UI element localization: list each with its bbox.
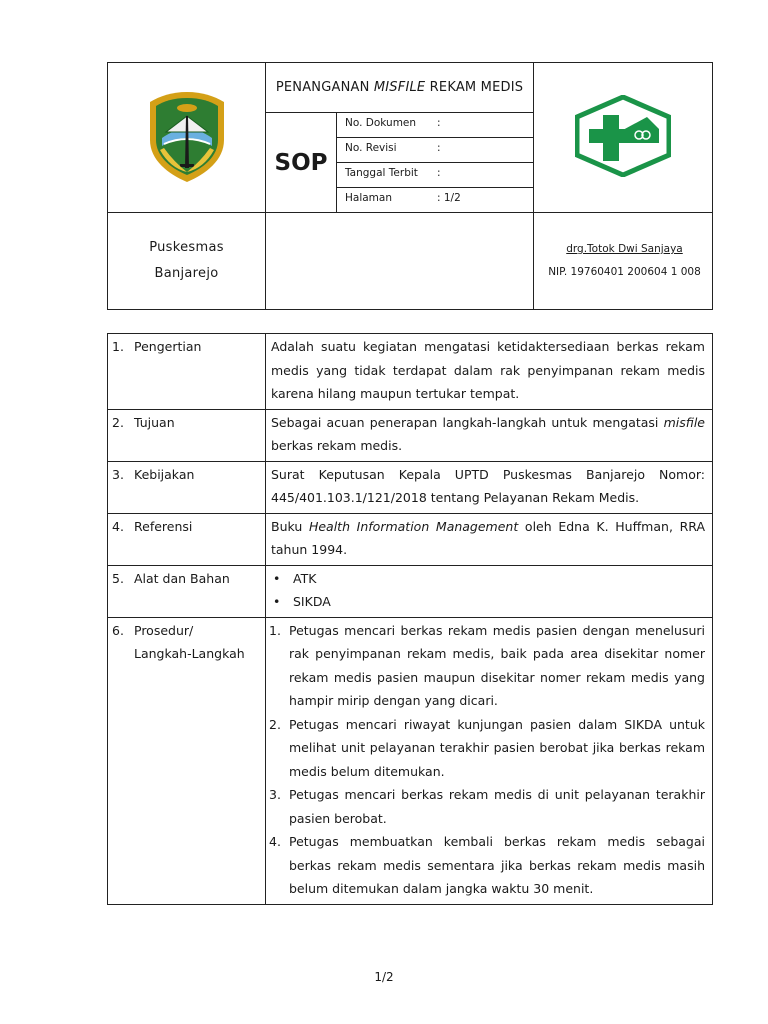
list-item: 3. Petugas mencari berkas rekam medis di unit pelayanan terakhir pasien berobat. [269, 787, 705, 826]
page-number: 1/2 [374, 970, 394, 984]
blank-cell [266, 213, 534, 310]
list-item: • ATK [271, 567, 705, 591]
row-tujuan [108, 409, 713, 461]
organization-name: Puskesmas Banjarejo [108, 213, 266, 310]
signatory-block [534, 213, 713, 310]
row-prosedur [108, 617, 713, 904]
label-kebijakan: 3. Kebijakan [108, 461, 266, 513]
sop-content-table [107, 333, 713, 905]
meta-no-revisi: No. Revisi : [337, 138, 534, 163]
health-logo-cell [534, 63, 713, 213]
meta-halaman: Halaman : 1/2 [337, 188, 534, 213]
text-kebijakan: Surat Keputusan Kepala UPTD Puskesmas Banjarejo Nomor: 445/401.103.1/121/2018 tentang Pelayanan Rekam Medis. [266, 461, 713, 513]
list-item: 4. Petugas membuatkan kembali berkas rekam medis sebagai berkas rekam medis sementara jika berkas rekam medis masih belum ditemukan dalam jangka waktu 30 menit. [269, 834, 705, 896]
label-referensi: 4. Referensi [108, 513, 266, 565]
puskesmas-logo-icon [575, 95, 671, 177]
list-item: 2. Petugas mencari riwayat kunjungan pasien dalam SIKDA untuk melihat unit pelayanan terakhir pasien berobat jika berkas rekam medis belum ditemukan. [269, 716, 705, 779]
list-item: • SIKDA [271, 590, 705, 614]
row-kebijakan [108, 461, 713, 513]
label-pengertian: 1. Pengertian [108, 334, 266, 410]
sop-label: SOP [266, 113, 337, 213]
list-alat-bahan [266, 565, 713, 617]
text-pengertian: Adalah suatu kegiatan mengatasi ketidaktersediaan berkas rekam medis yang tidak terdapat dalam rak penyimpanan rekam medis karena hilang maupun tertukar tempat. [266, 334, 713, 410]
row-alat-bahan [108, 565, 713, 617]
label-tujuan: 2. Tujuan [108, 409, 266, 461]
list-prosedur [266, 617, 713, 904]
label-prosedur: 6. Prosedur/ Langkah-Langkah [108, 617, 266, 904]
sop-header-table [107, 62, 713, 310]
list-item: 1. Petugas mencari berkas rekam medis pasien dengan menelusuri rak penyimpanan rekam medis, baik pada area disekitar nomer rekam medis pasien maupun disekitar nomer rekam medis yang hampir mirip dengan yang dicari. [269, 622, 705, 708]
label-alat-bahan: 5. Alat dan Bahan [108, 565, 266, 617]
regency-shield-icon [144, 88, 230, 184]
meta-no-dokumen: No. Dokumen : [337, 113, 534, 138]
regency-logo-cell [108, 63, 266, 213]
signatory-nip: NIP. 19760401 200604 1 008 [548, 266, 701, 278]
row-pengertian [108, 334, 713, 410]
text-referensi: Buku Health Information Management oleh Edna K. Huffman, RRA tahun 1994. [266, 513, 713, 565]
text-tujuan: Sebagai acuan penerapan langkah-langkah untuk mengatasi misfile berkas rekam medis. [266, 409, 713, 461]
row-referensi [108, 513, 713, 565]
document-title: PENANGANAN MISFILE REKAM MEDIS [266, 63, 534, 113]
meta-tanggal-terbit: Tanggal Terbit : [337, 163, 534, 188]
signatory-name: drg.Totok Dwi Sanjaya [566, 243, 683, 255]
